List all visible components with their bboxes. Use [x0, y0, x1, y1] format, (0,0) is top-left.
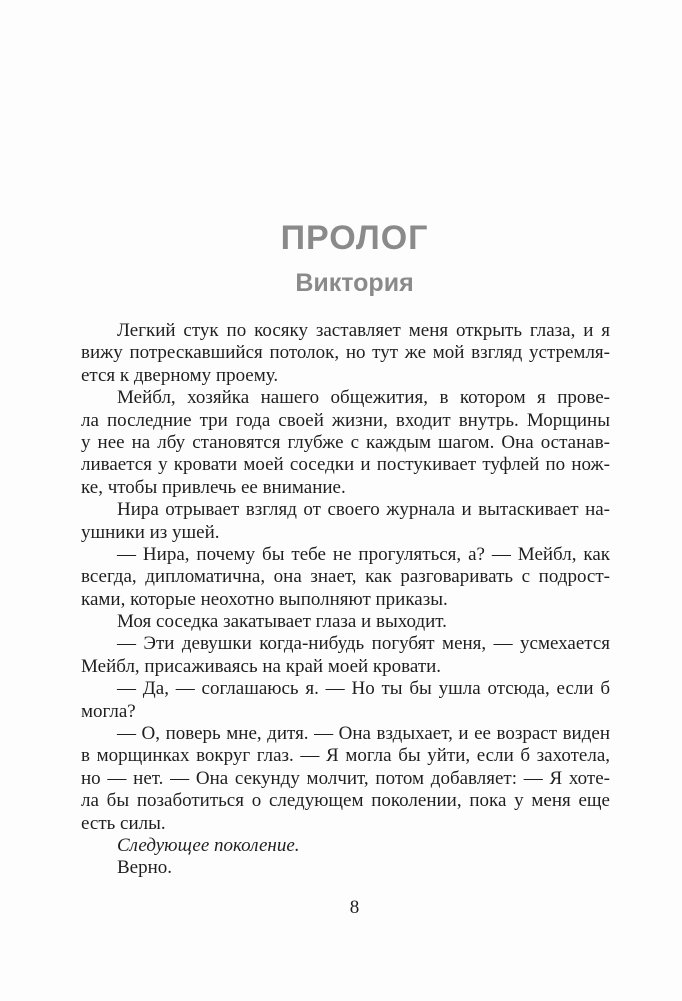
text-line: вижу потрескавшийся потолок, но тут же мой взгляд устремля-	[81, 342, 610, 364]
text-line: ке, чтобы привлечь ее внимание.	[81, 476, 346, 498]
text-line: — Да, — соглашаюсь я. — Но ты бы ушла отсюда, если б	[117, 678, 610, 700]
text-line: Верно.	[117, 857, 173, 879]
text-line: ла бы позаботиться о следующем поколении, пока у меня еще	[81, 790, 610, 812]
text-line: в морщинках вокруг глаз. — Я могла бы уйти, если б захотела,	[81, 745, 610, 767]
text-line: ла последние три года своей жизни, входит внутрь. Морщины	[81, 409, 610, 431]
text-line: у нее на лбу становятся глубже с каждым шагом. Она останав-	[81, 431, 610, 453]
text-line: Следующее поколение.	[117, 834, 300, 856]
text-line: — Эти девушки когда-нибудь погубят меня, — усмехается	[117, 633, 610, 655]
text-line: ливается у кровати моей соседки и постукивает туфлей по нож-	[81, 454, 610, 476]
text-line: Мейбл, присаживаясь на край моей кровати.	[81, 655, 442, 677]
text-line: ушники из ушей.	[81, 521, 220, 543]
chapter-subtitle: Виктория	[295, 269, 414, 297]
text-line: могла?	[81, 700, 136, 722]
text-line: Легкий стук по косяку заставляет меня открыть глаза, и я	[117, 320, 610, 341]
text-line: но — нет. — Она секунду молчит, потом добавляет: — Я хоте-	[81, 767, 610, 789]
text-line: всегда, дипломатична, она знает, как разговаривать с подрост-	[81, 566, 610, 588]
text-line: есть силы.	[81, 812, 166, 834]
page-number: 8	[349, 897, 360, 918]
text-line: — О, поверь мне, дитя. — Она вздыхает, и ее возраст виден	[117, 723, 610, 745]
body-text	[81, 320, 610, 880]
text-line: Моя соседка закатывает глаза и выходит.	[117, 611, 447, 633]
text-line: ется к дверному проему.	[81, 364, 279, 386]
text-line: Нира отрывает взгляд от своего журнала и вытаскивает на-	[117, 499, 610, 521]
text-line: — Нира, почему бы тебе не прогуляться, а? — Мейбл, как	[117, 543, 610, 565]
chapter-title: ПРОЛОГ	[280, 219, 429, 257]
text-line: Мейбл, хозяйка нашего общежития, в котором я прове-	[117, 387, 610, 409]
text-line: ками, которые неохотно выполняют приказы.	[81, 588, 448, 610]
